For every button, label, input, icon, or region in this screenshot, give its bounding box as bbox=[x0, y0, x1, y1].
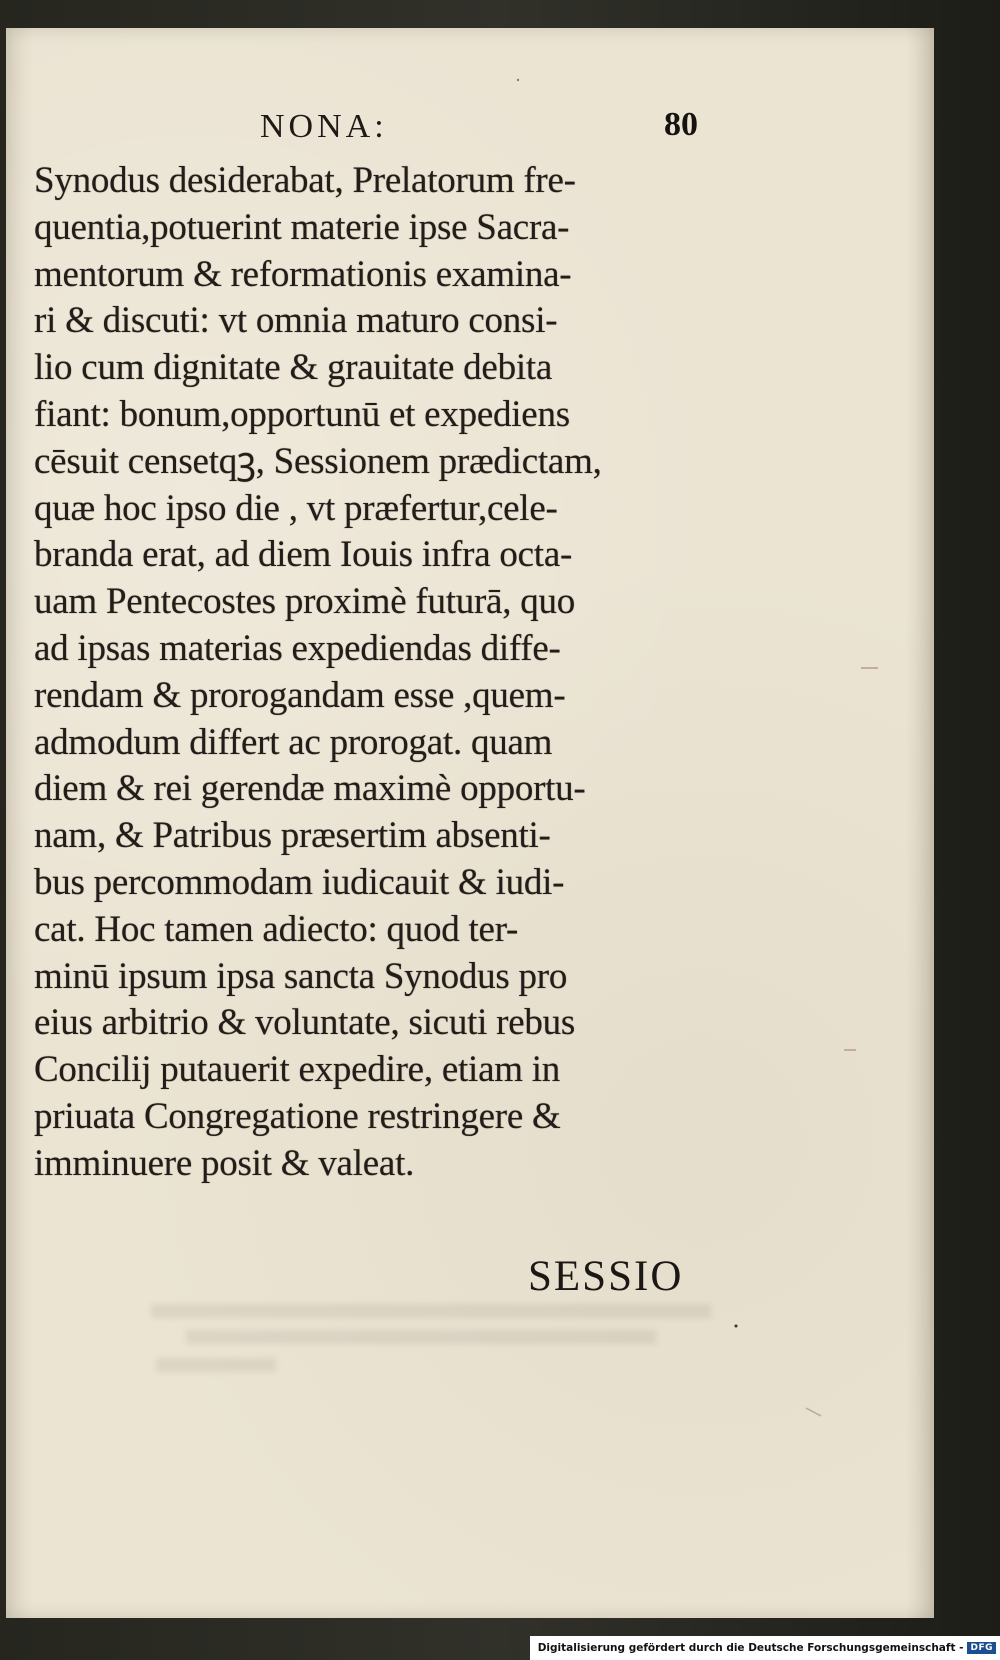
text-line: priuata Congregatione restringere & bbox=[34, 1095, 561, 1137]
text-line: ri & discuti: vt omnia maturo consi- bbox=[34, 300, 558, 342]
text-line: minū ipsum ipsa sancta Synodus pro bbox=[34, 955, 568, 997]
text-line: lio cum dignitate & grauitate debita bbox=[34, 347, 553, 389]
text-line: fiant: bonum,opportunū et expediens bbox=[34, 393, 570, 435]
text-line: ad ipsas materias expediendas diffe- bbox=[34, 627, 561, 669]
funding-credit: Digitalisierung gefördert durch die Deutsche Forschungsgemeinschaft - bbox=[537, 1642, 964, 1654]
text-line: bus percommodam iudicauit & iudi- bbox=[34, 861, 565, 903]
paper-fleck bbox=[806, 1408, 821, 1416]
book-page bbox=[6, 28, 934, 1618]
text-line: Synodus desiderabat, Prelatorum fre- bbox=[34, 160, 576, 201]
catchword: SESSIO bbox=[528, 1253, 684, 1300]
show-through-smudge bbox=[156, 1358, 276, 1372]
credit-bar bbox=[530, 1636, 1000, 1660]
page-number: 80 bbox=[664, 106, 698, 143]
text-line: rendam & prorogandam esse ,quem- bbox=[34, 674, 566, 716]
text-line: branda erat, ad diem Iouis infra octa- bbox=[34, 534, 573, 576]
text-line: admodum differt ac prorogat. quam bbox=[34, 721, 553, 763]
dfg-logo: DFG bbox=[967, 1642, 996, 1654]
paper-fleck bbox=[735, 1325, 738, 1328]
text-line: cat. Hoc tamen adiecto: quod ter- bbox=[34, 908, 519, 950]
text-line: imminuere posit & valeat. bbox=[34, 1142, 415, 1184]
text-line: uam Pentecostes proximè futurā, quo bbox=[34, 581, 575, 623]
text-line: quentia,potuerint materie ipse Sacra- bbox=[34, 206, 570, 248]
text-line: nam, & Patribus præsertim absenti- bbox=[34, 815, 551, 857]
show-through-smudge bbox=[151, 1304, 711, 1318]
show-through-smudge bbox=[186, 1330, 656, 1344]
text-line: eius arbitrio & voluntate, sicuti rebus bbox=[34, 1002, 576, 1044]
running-head: NONA: bbox=[260, 108, 388, 145]
text-line: diem & rei gerendæ maximè opportu- bbox=[34, 768, 586, 810]
paper-fleck bbox=[517, 79, 519, 81]
text-line: quæ hoc ipso die , vt præfertur,cele- bbox=[34, 487, 558, 529]
text-line: cēsuit censetqꝫ, Sessionem prædictam, bbox=[34, 440, 602, 482]
text-line: mentorum & reformationis examina- bbox=[34, 253, 572, 295]
body-text bbox=[34, 158, 734, 1188]
text-line: Concilij putauerit expedire, etiam in bbox=[34, 1049, 561, 1091]
